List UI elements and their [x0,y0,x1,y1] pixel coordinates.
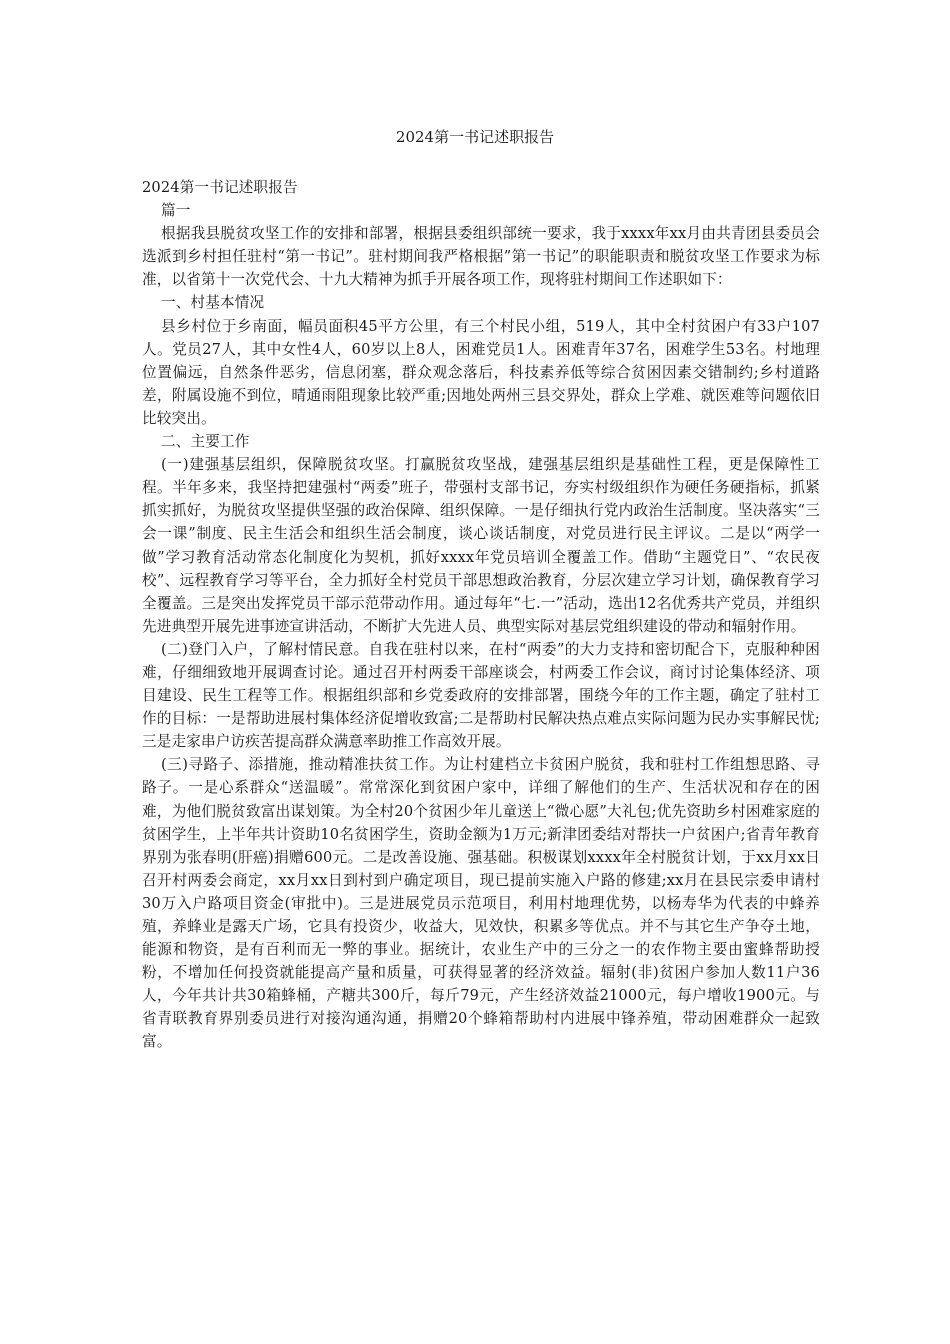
document-title: 2024第一书记述职报告 [395,128,555,146]
part-label: 篇一 [161,202,191,220]
intro-paragraph: 根据我县脱贫攻坚工作的安排和部署，根据县委组织部统一要求，我于xxxx年xx月由共青团县委员会选派到乡村担任驻村“第一书记”。驻村期间我严格根据”第一书记”的职能职责和脱贫攻坚工作要求为标准，以省第十一次党代会、十九大精神为抓手开展各项工作，现将驻村期间工作述职如下： [142,225,820,289]
work-paragraph-poverty-alleviation: (三)寻路子、添措施，推动精准扶贫工作。为让村建档立卡贫困户脱贫，我和驻村工作组想思路、寻路子。一是心系群众“送温暖”。常常深化到贫困户家中，详细了解他们的生产、生活状况和存在的困难，为他们脱贫致富出谋划策。为全村20个贫困少年儿童送上“微心愿”大礼包;优先资助乡村困难家庭的贫困学生，上半年共计资助10名贫困学生，资助金额为1万元;新津团委结对帮扶一户贫困户;省青年教育界别为张春明(肝癌)捐赠600元。二是改善设施、强基础。积极谋划xxxx年全村脱贫计划，于xx月xx日召开村两委会商定，xx月xx日到村到户确定项目，现已提前实施入户路的修建;xx月在县民宗委申请村30万入户路项目资金(审批中)。三是进展党员示范项目，利用村地理优势，以杨寿华为代表的中蜂养殖，养蜂业是露天广场，它具有投资少，收益大，见效快，积累多等优点。并不与其它生产争夺土地，能源和物资，是有百利而无一弊的事业。据统计，农业生产中的三分之一的农作物主要由蜜蜂帮助授粉，不增加任何投资就能提高产量和质量，可获得显著的经济效益。辐射(非)贫困户参加人数11户36人，今年共计共30箱蜂桶，产糖共300斤，每斤79元，产生经济效益21000元，每户增收1900元。与省青联教育界别委员进行对接沟通沟通，捐赠20个蜂箱帮助村内进展中锋养殖，带动困难群众一起致富。 [142,756,820,1051]
work-paragraph-organization: (一)建强基层组织，保障脱贫攻坚。打赢脱贫攻坚战，建强基层组织是基础性工程，更是保障性工程。半年多来，我坚持把建强村“两委”班子，带强村支部书记，夯实村级组织作为硬任务硬指标，抓紧抓实抓好，为脱贫攻坚提供坚强的政治保障、组织保障。一是仔细执行党内政治生活制度。坚决落实“三会一课”制度、民主生活会和组织生活会制度，谈心谈话制度，对党员进行民主评议。二是以“两学一做”学习教育活动常态化制度化为契机，抓好xxxx年党员培训全覆盖工作。借助“主题党日”、“农民夜校”、远程教育学习等平台，全力抓好全村党员干部思想政治教育，分层次建立学习计划，确保教育学习全覆盖。三是突出发挥党员干部示范带动作用。通过每年“七.一”活动，选出12名优秀共产党员，并组织先进典型开展先进事迹宣讲活动，不断扩大先进人员、典型实际对基层党组织建设的带动和辐射作用。 [142,456,820,635]
section-heading-village-info: 一、村基本情况 [161,294,265,312]
village-info-paragraph: 县乡村位于乡南面，幅员面积45平方公里，有三个村民小组，519人，其中全村贫困户有33户107人。党员27人，其中女性4人，60岁以上8人，困难党员1人。困难青年37名，困难学生53名。村地理位置偏远，自然条件恶劣，信息闭塞，群众观念落后，科技素养低等综合贫困因素交错制约;乡村道路差，附属设施不到位，晴通雨阻现象比较严重;因地处两州三县交界处，群众上学难、就医难等问题依旧比较突出。 [142,317,820,427]
document-body [142,176,820,1054]
section-heading-main-work: 二、主要工作 [161,433,250,451]
document-subtitle: 2024第一书记述职报告 [142,179,298,196]
work-paragraph-visits: (二)登门入户，了解村情民意。自我在驻村以来，在村“两委”的大力支持和密切配合下，克服种种困难，仔细细致地开展调查讨论。通过召开村两委干部座谈会，村两委工作会议，商讨讨论集体经济、项目建设、民生工程等工作。根据组织部和乡党委政府的安排部署，围绕今年的工作主题，确定了驻村工作的目标：一是帮助进展村集体经济促增收致富;二是帮助村民解决热点难点实际问题为民办实事解民忧;三是走家串户访疾苦提高群众满意率助推工作高效开展。 [142,640,820,751]
